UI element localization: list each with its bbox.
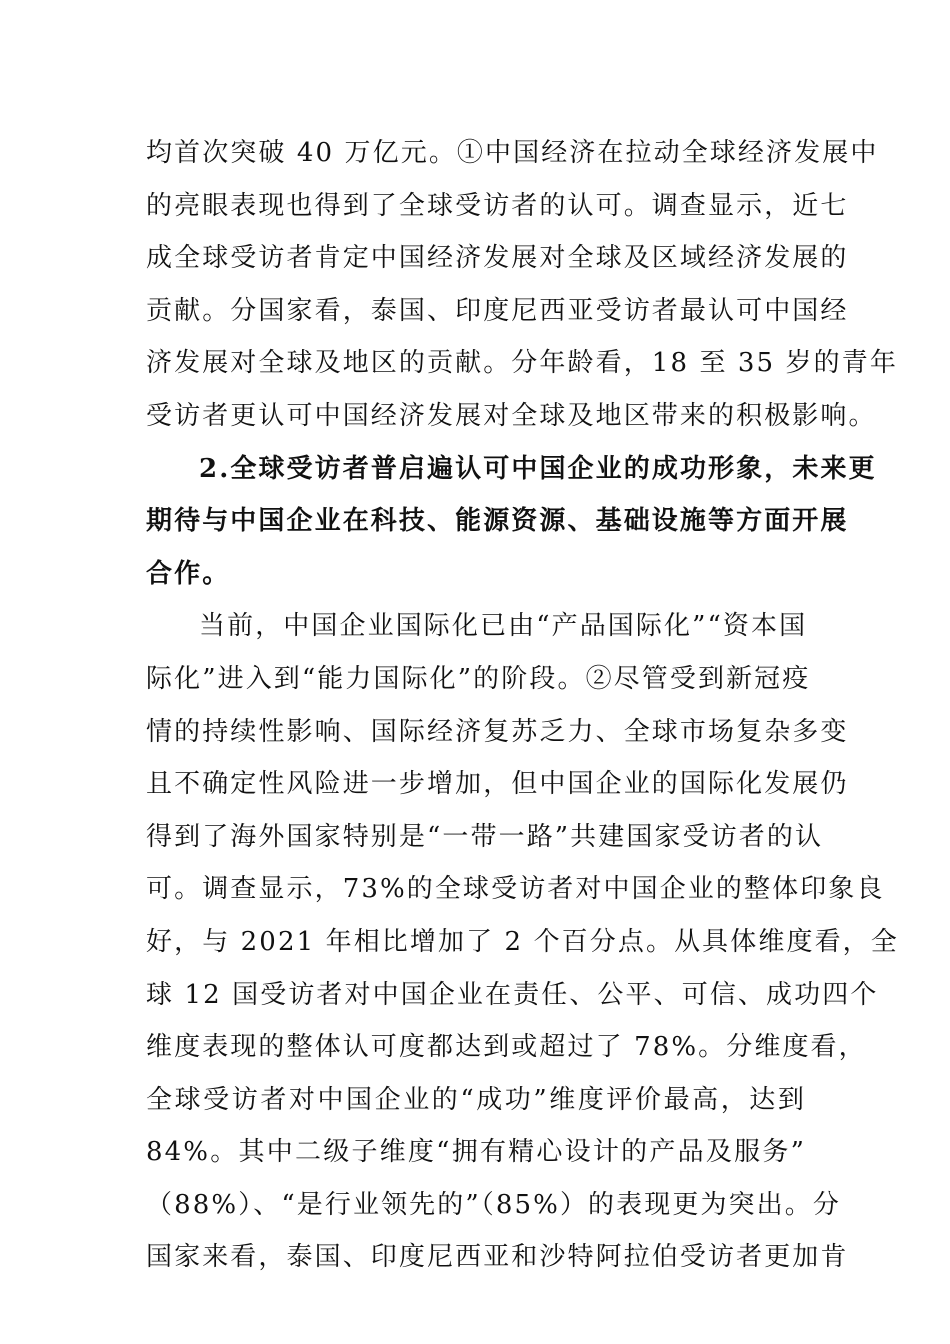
text-line: 当前，中国企业国际化已由“产品国际化”“资本国	[199, 611, 808, 642]
heading-line: 2.全球受访者普启遍认可中国企业的成功形象，未来更	[199, 453, 877, 484]
text-line: 全球受访者对中国企业的“成功”维度评价最高，达到	[146, 1084, 806, 1115]
heading-line: 合作。	[146, 558, 231, 589]
text-line: 得到了海外国家特别是“一带一路”共建国家受访者的认	[146, 821, 824, 852]
text-line: 的亮眼表现也得到了全球受访者的认可。调查显示，近七	[146, 190, 849, 221]
text-line: 好，与 2021 年相比增加了 2 个百分点。从具体维度看，全	[146, 926, 899, 957]
section-heading-2	[146, 443, 877, 601]
text-line: 国家来看，泰国、印度尼西亚和沙特阿拉伯受访者更加肯	[146, 1242, 849, 1273]
text-line: 维度表现的整体认可度都达到或超过了 78%。分维度看，	[146, 1032, 867, 1063]
text-line: 贡献。分国家看，泰国、印度尼西亚受访者最认可中国经	[146, 295, 849, 326]
paragraph-enterprise-internationalization	[146, 600, 899, 1284]
text-line: 情的持续性影响、国际经济复苏乏力、全球市场复杂多变	[146, 716, 849, 747]
text-line: 且不确定性风险进一步增加，但中国企业的国际化发展仍	[146, 769, 849, 800]
text-line: 济发展对全球及地区的贡献。分年龄看，18 至 35 岁的青年	[146, 348, 898, 379]
text-line: 可。调查显示，73%的全球受访者对中国企业的整体印象良	[146, 874, 885, 905]
text-line: 84%。其中二级子维度“拥有精心设计的产品及服务”	[146, 1137, 806, 1168]
heading-line: 期待与中国企业在科技、能源资源、基础设施等方面开展	[146, 506, 849, 537]
text-line: 际化”进入到“能力国际化”的阶段。②尽管受到新冠疫	[146, 663, 811, 694]
paragraph-economy-contribution	[146, 127, 898, 443]
text-line: 球 12 国受访者对中国企业在责任、公平、可信、成功四个	[146, 979, 879, 1010]
text-line: （88%）、“是行业领先的”（85%）的表现更为突出。分	[146, 1189, 841, 1220]
document-page	[146, 127, 899, 1284]
text-line: 受访者更认可中国经济发展对全球及地区带来的积极影响。	[146, 400, 877, 431]
text-line: 成全球受访者肯定中国经济发展对全球及区域经济发展的	[146, 243, 849, 274]
text-line: 均首次突破 40 万亿元。①中国经济在拉动全球经济发展中	[146, 138, 879, 168]
